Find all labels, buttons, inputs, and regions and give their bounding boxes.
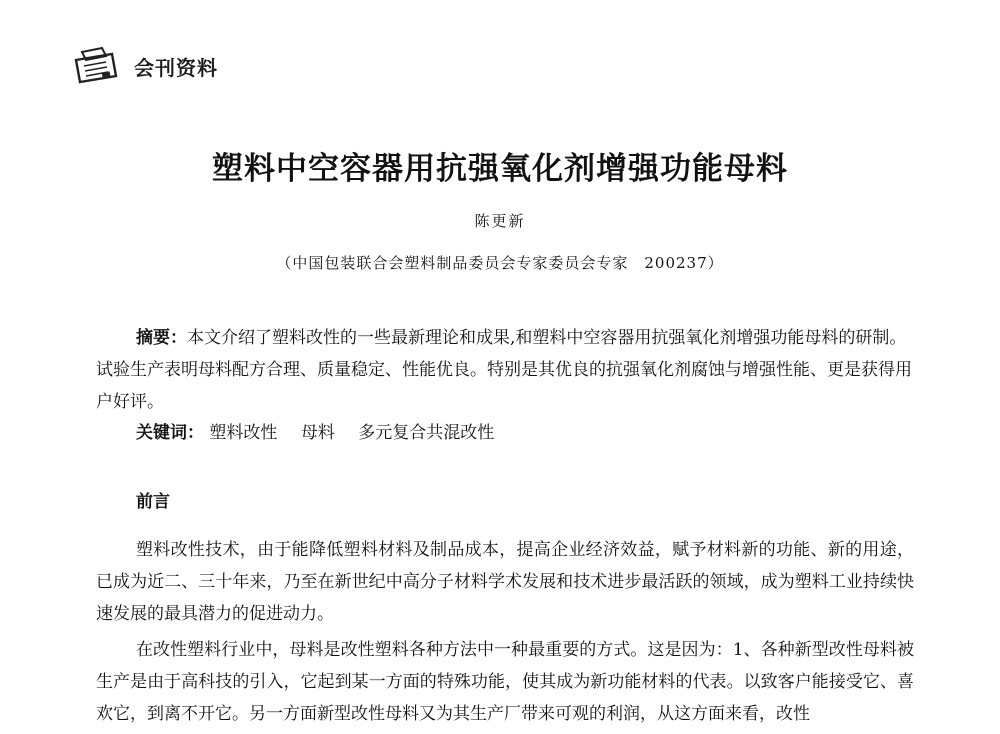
keyword: 塑料改性	[209, 423, 278, 443]
abstract-label: 摘要：	[136, 328, 187, 348]
paragraph: 塑料改性技术，由于能降低塑料材料及制品成本，提高企业经济效益，赋予材料新的功能、新的用途，已成为近二、三十年来，乃至在新世纪中高分子材料学术发展和技术进步最活跃的领域，成为塑料工业持续快速发展的最具潜力的促进动力。	[96, 540, 914, 624]
author-affiliation: （中国包装联合会塑料制品委员会专家委员会专家 200237）	[276, 254, 724, 272]
fax-machine-icon	[72, 46, 120, 86]
page-header	[72, 44, 218, 88]
body-text	[96, 534, 914, 734]
journal-section-label: 会刊资料	[134, 55, 218, 80]
abstract	[96, 322, 914, 418]
keyword: 母料	[300, 423, 335, 443]
abstract-text: 本文介绍了塑料改性的一些最新理论和成果,和塑料中空容器用抗强氧化剂增强功能母料的研制。试验生产表明母料配方合理、质量稳定、性能优良。特别是其优良的抗强氧化剂腐蚀与增强性能、更是获得用户好评。	[96, 328, 912, 412]
section-heading: 前言	[136, 492, 170, 512]
keywords-label: 关键词：	[136, 423, 204, 443]
keywords	[136, 418, 512, 443]
keyword: 多元复合共混改性	[358, 423, 495, 443]
author-name: 陈更新	[474, 212, 526, 230]
paragraph: 在改性塑料行业中，母料是改性塑料各种方法中一种最重要的方式。这是因为：1、各种新型改性母料被生产是由于高科技的引入，它起到某一方面的特殊功能，使其成为新功能材料的代表。以致客户能接受它、喜欢它，到离不开它。另一方面新型改性母料又为其生产厂带来可观的利润，从这方面来看，改性	[96, 640, 914, 724]
paper-title: 塑料中空容器用抗强氧化剂增强功能母料	[212, 151, 788, 187]
